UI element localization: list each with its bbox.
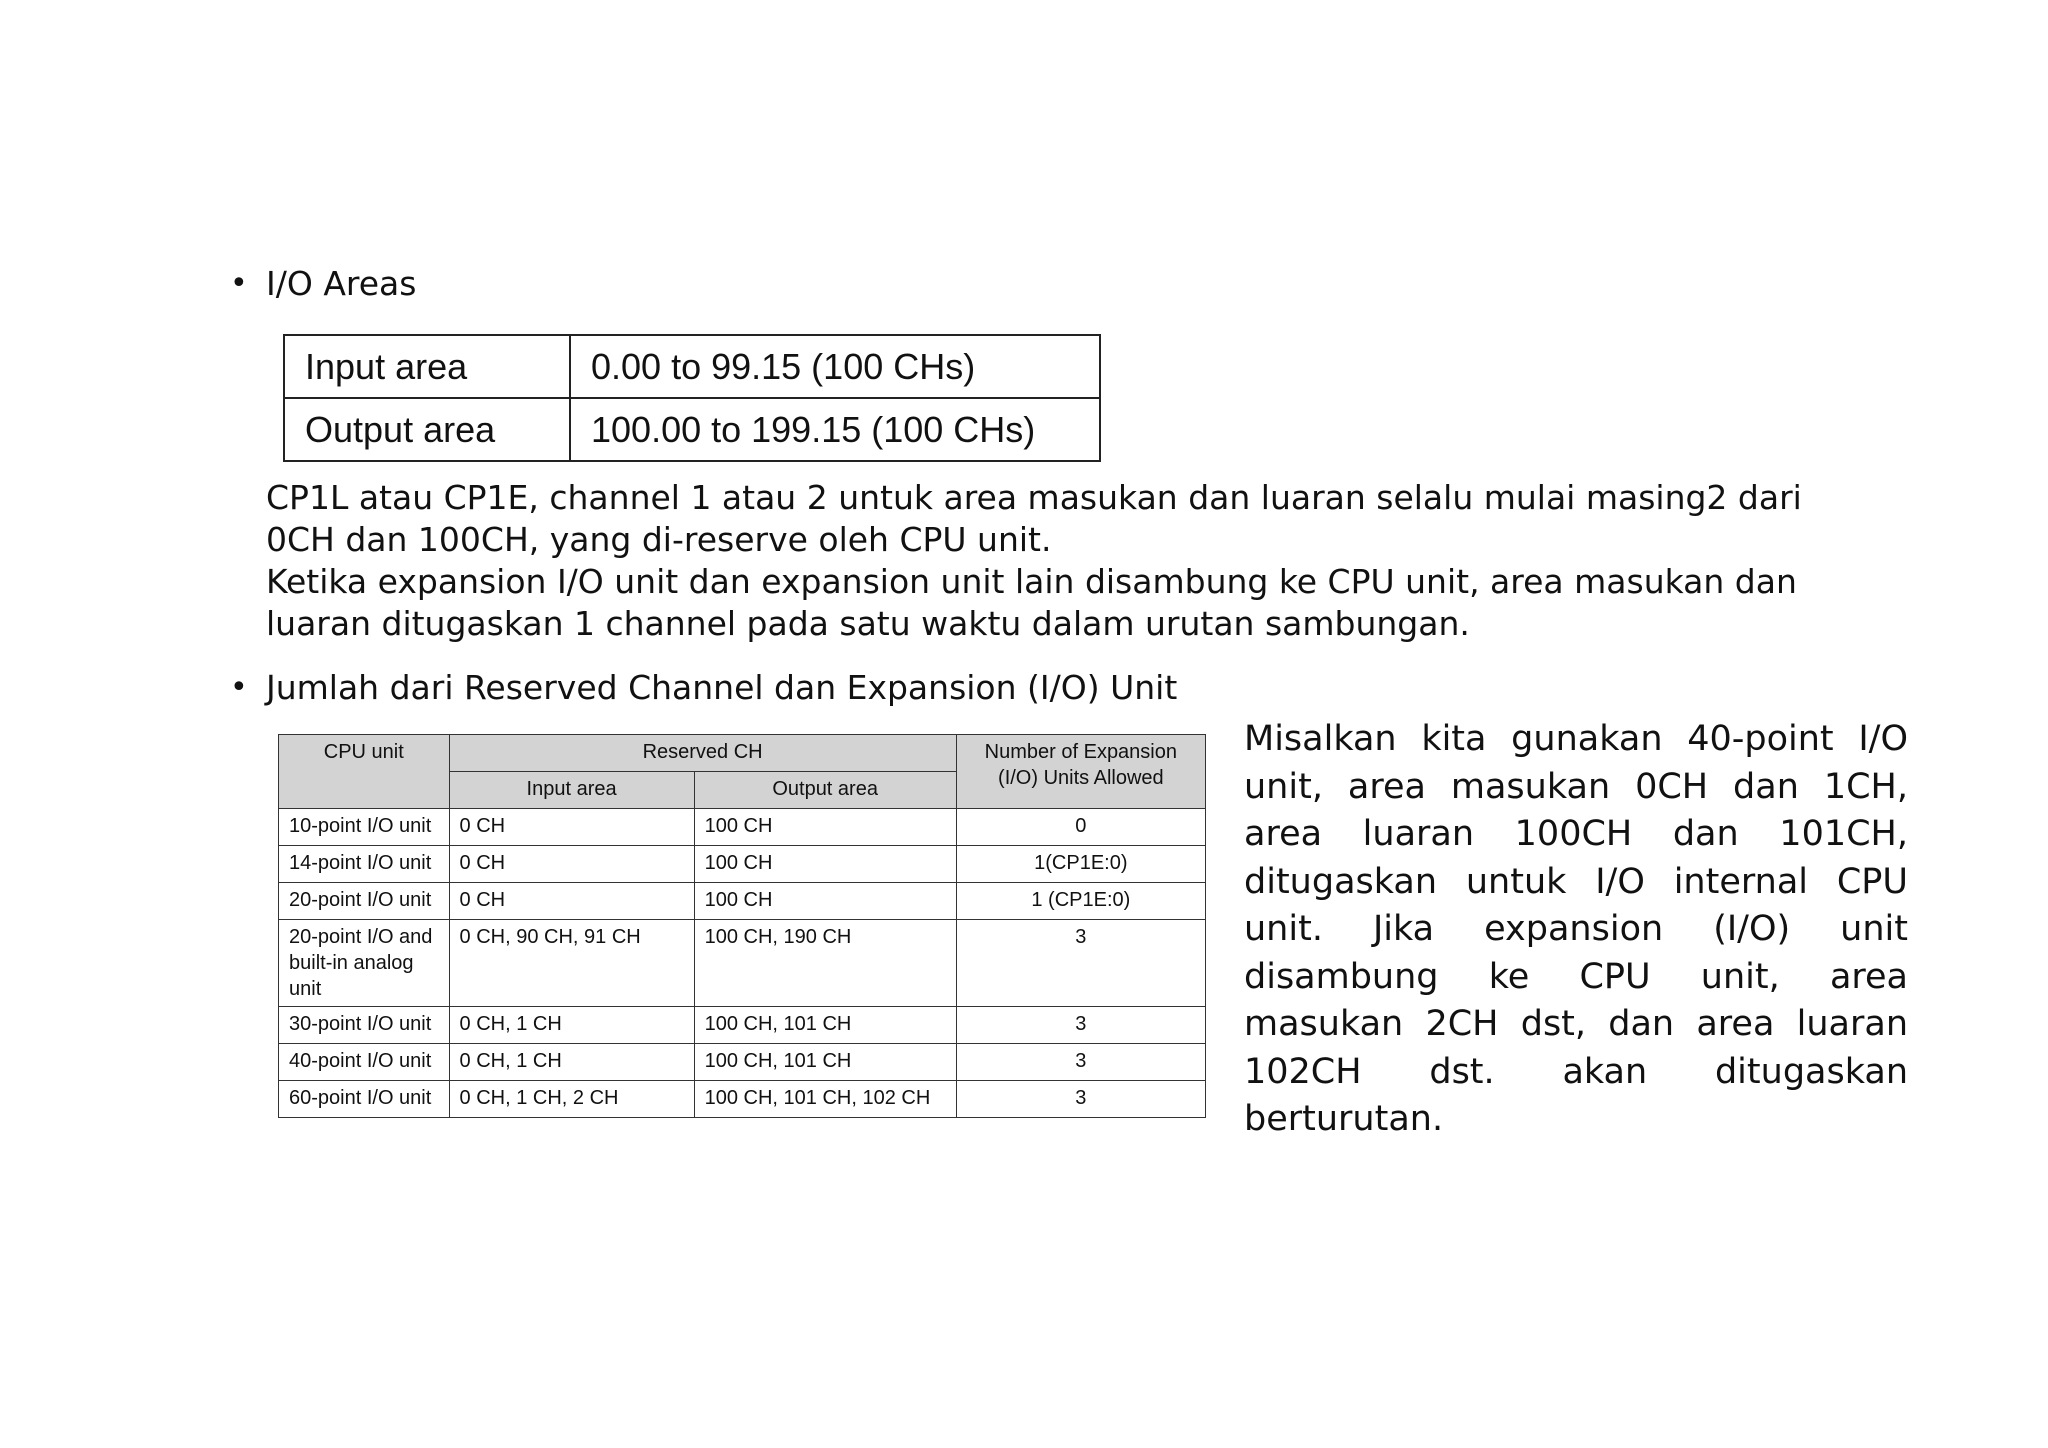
- cell-cpu: 10-point I/O unit: [279, 809, 450, 846]
- cell-expansion: 3: [956, 920, 1205, 1007]
- table-row: [284, 335, 1100, 398]
- bullet-heading: Jumlah dari Reserved Channel dan Expansion (I/O) Unit: [266, 668, 1178, 707]
- table-row: [279, 920, 1206, 1007]
- cell-expansion: 3: [956, 1081, 1205, 1118]
- cell-input: 0 CH: [449, 846, 694, 883]
- cell-expansion: 0: [956, 809, 1205, 846]
- paragraph-expansion: Ketika expansion I/O unit dan expansion unit lain disambung ke CPU unit, area masukan dan luaran ditugaskan 1 channel pada satu waktu dalam urutan sambungan.: [266, 562, 1797, 643]
- cell-input: 0 CH, 1 CH: [449, 1044, 694, 1081]
- io-area-table: [283, 334, 1101, 462]
- cell-cpu: 60-point I/O unit: [279, 1081, 450, 1118]
- io-label-cell: Input area: [284, 335, 570, 398]
- table-row: [279, 883, 1206, 920]
- cell-input: 0 CH, 1 CH, 2 CH: [449, 1081, 694, 1118]
- cell-output: 100 CH, 190 CH: [694, 920, 956, 1007]
- cell-cpu: 20-point I/O unit: [279, 883, 450, 920]
- cell-expansion: 3: [956, 1007, 1205, 1044]
- cell-output: 100 CH: [694, 846, 956, 883]
- cell-output: 100 CH, 101 CH, 102 CH: [694, 1081, 956, 1118]
- table-header-row: [279, 735, 1206, 772]
- cell-cpu: 40-point I/O unit: [279, 1044, 450, 1081]
- io-value-cell: 0.00 to 99.15 (100 CHs): [570, 335, 1100, 398]
- table-row: [279, 809, 1206, 846]
- cell-input: 0 CH: [449, 883, 694, 920]
- cell-cpu: 20-point I/O and built-in analog unit: [279, 920, 450, 1007]
- bullet-dot: •: [230, 266, 248, 301]
- bullet-dot: •: [230, 670, 248, 705]
- table-row: [279, 1007, 1206, 1044]
- cell-output: 100 CH, 101 CH: [694, 1007, 956, 1044]
- table-row: [284, 398, 1100, 461]
- io-label-cell: Output area: [284, 398, 570, 461]
- bullet-heading: I/O Areas: [266, 264, 417, 303]
- cell-input: 0 CH, 90 CH, 91 CH: [449, 920, 694, 1007]
- example-paragraph: Misalkan kita gunakan 40-point I/O unit, area masukan 0CH dan 1CH, area luaran 100CH dan 101CH, ditugaskan untuk I/O internal CPU unit. Jika expansion (I/O) unit disambung ke CPU unit, area masukan 2CH dst, dan area luaran 102CH dst. akan ditugaskan berturutan.: [1244, 719, 1908, 1139]
- header-reserved-ch: Reserved CH: [449, 735, 956, 772]
- header-cpu-unit: CPU unit: [279, 735, 450, 809]
- header-expansion: Number of Expansion (I/O) Units Allowed: [956, 735, 1205, 809]
- cell-input: 0 CH, 1 CH: [449, 1007, 694, 1044]
- header-input-area: Input area: [449, 772, 694, 809]
- paragraph-reserve: CP1L atau CP1E, channel 1 atau 2 untuk area masukan dan luaran selalu mulai masing2 dari 0CH dan 100CH, yang di-reserve oleh CPU unit.: [266, 478, 1802, 559]
- cell-output: 100 CH, 101 CH: [694, 1044, 956, 1081]
- cell-output: 100 CH: [694, 809, 956, 846]
- reserved-channel-table: [278, 734, 1206, 1118]
- header-output-area: Output area: [694, 772, 956, 809]
- cell-expansion: 1 (CP1E:0): [956, 883, 1205, 920]
- cell-expansion: 3: [956, 1044, 1205, 1081]
- cell-input: 0 CH: [449, 809, 694, 846]
- cell-expansion: 1(CP1E:0): [956, 846, 1205, 883]
- cell-cpu: 30-point I/O unit: [279, 1007, 450, 1044]
- table-row: [279, 846, 1206, 883]
- table-row: [279, 1081, 1206, 1118]
- cell-cpu: 14-point I/O unit: [279, 846, 450, 883]
- io-value-cell: 100.00 to 199.15 (100 CHs): [570, 398, 1100, 461]
- cell-output: 100 CH: [694, 883, 956, 920]
- table-row: [279, 1044, 1206, 1081]
